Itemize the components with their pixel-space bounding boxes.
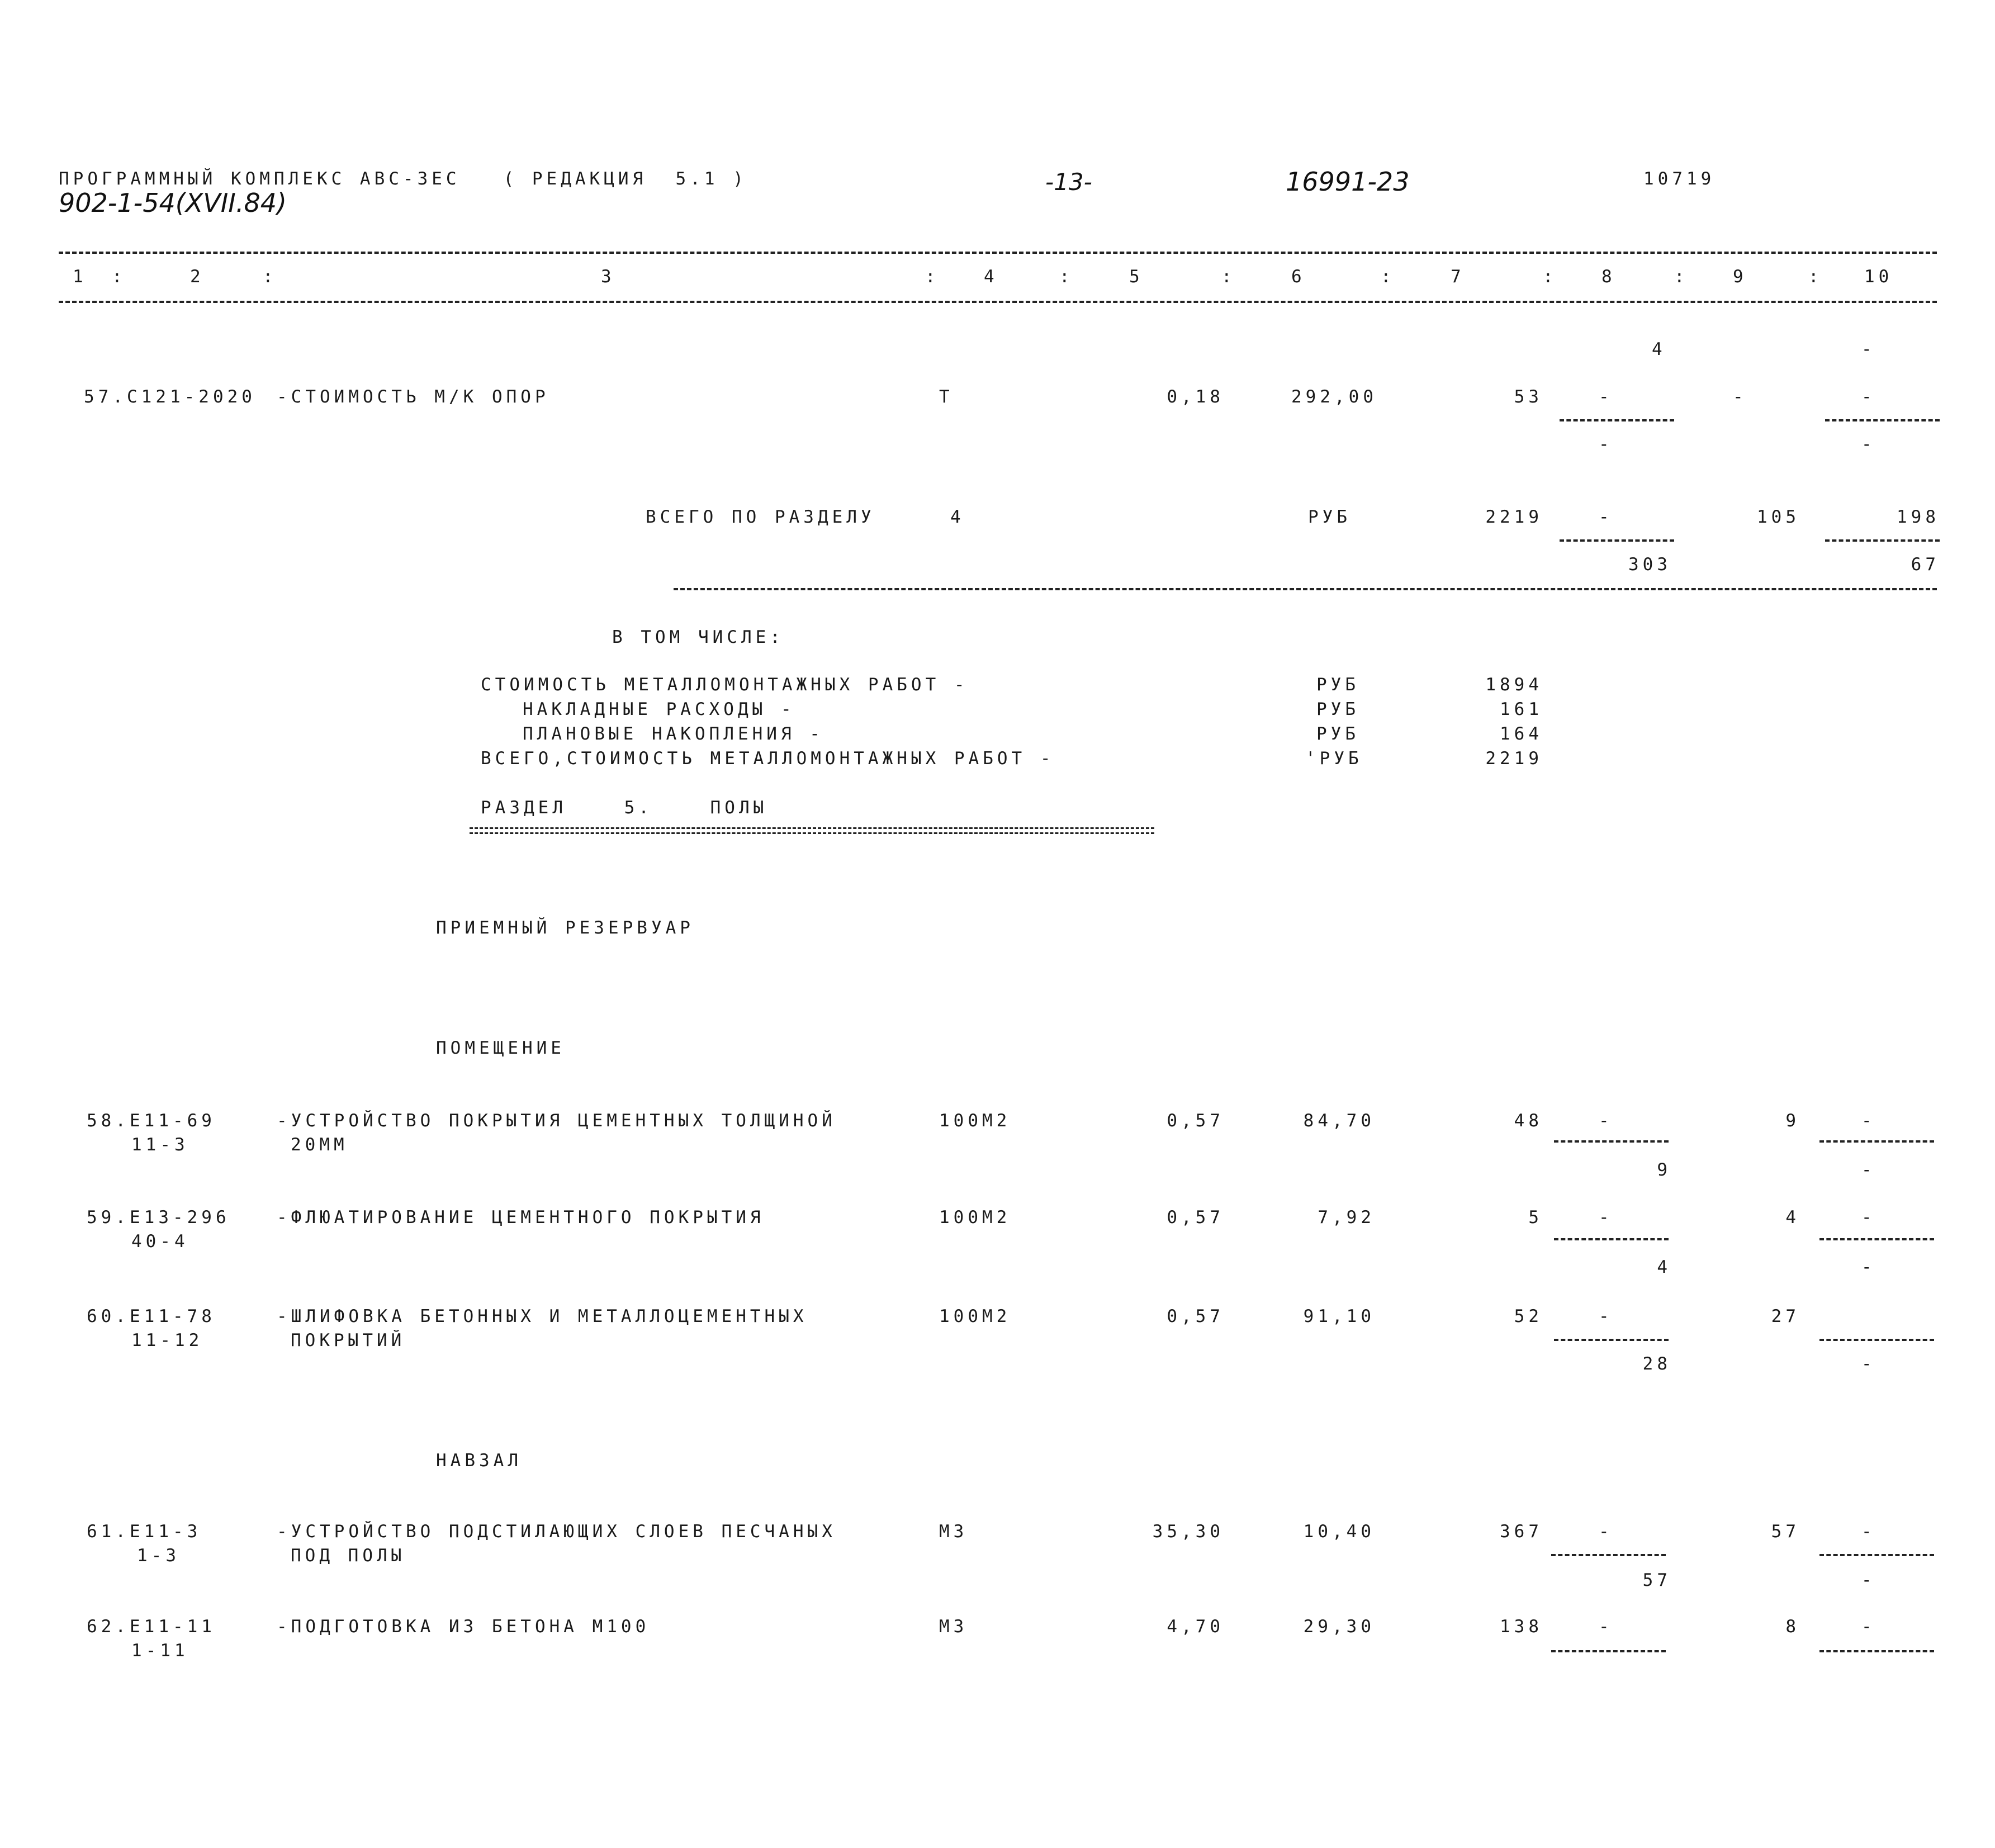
row57-code: 57.С121-2020 <box>84 387 256 407</box>
row60-fraction-line-col8 <box>1554 1339 1669 1341</box>
section-title: РАЗДЕЛ 5. ПОЛЫ <box>481 798 768 818</box>
column-separator: : <box>263 267 277 287</box>
column-2: 2 <box>190 267 205 287</box>
subsection-room: ПОМЕЩЕНИЕ <box>436 1038 565 1058</box>
row60-name: -ШЛИФОВКА БЕТОННЫХ И МЕТАЛЛОЦЕМЕНТНЫХ <box>277 1306 808 1326</box>
column-separator: : <box>1059 267 1074 287</box>
row57-qty: 0,18 <box>1167 387 1224 407</box>
project-code: 902-1-54(XVII.84) <box>59 188 287 218</box>
row59-code: 59.Е13-296 <box>87 1207 230 1228</box>
row58-col10: - <box>1861 1111 1876 1131</box>
row57-name: -СТОИМОСТЬ М/К ОПОР <box>277 387 549 407</box>
breakdown-total-unit: 'РУБ <box>1305 748 1363 769</box>
breakdown-metal-unit: РУБ <box>1316 675 1359 695</box>
row59-price: 7,92 <box>1318 1207 1375 1228</box>
row60-bottom-col8: 28 <box>1642 1354 1671 1374</box>
breakdown-metal-label: СТОИМОСТЬ МЕТАЛЛОМОНТАЖНЫХ РАБОТ - <box>481 675 969 695</box>
row57-bottom-col8: - <box>1599 434 1613 454</box>
column-9: 9 <box>1733 267 1747 287</box>
breakdown-overhead-value: 161 <box>1500 699 1543 719</box>
section-total-col9: 105 <box>1757 507 1800 527</box>
row61-total: 367 <box>1500 1522 1543 1542</box>
breakdown-savings-value: 164 <box>1500 724 1543 744</box>
row61-price: 10,40 <box>1303 1522 1375 1542</box>
row57-col10: - <box>1861 387 1876 407</box>
row58-name-cont: 20ММ <box>291 1135 348 1155</box>
column-separator: : <box>1674 267 1689 287</box>
row57-bottom-col10: - <box>1861 434 1876 454</box>
row59-name: -ФЛЮАТИРОВАНИЕ ЦЕМЕНТНОГО ПОКРЫТИЯ <box>277 1207 765 1228</box>
column-10: 10 <box>1864 267 1893 287</box>
row62-col9: 8 <box>1785 1617 1800 1637</box>
header-rule-bottom <box>59 301 1937 303</box>
row62-code: 62.Е11-11 <box>87 1617 216 1637</box>
row61-name: -УСТРОЙСТВО ПОДСТИЛАЮЩИХ СЛОЕВ ПЕСЧАНЫХ <box>277 1522 836 1542</box>
row62-col8: - <box>1599 1617 1613 1637</box>
row58-unit: 100М2 <box>939 1111 1011 1131</box>
row60-unit: 100М2 <box>939 1306 1011 1326</box>
section-total-col10: 198 <box>1897 507 1940 527</box>
column-separator: : <box>1543 267 1557 287</box>
row58-price: 84,70 <box>1303 1111 1375 1131</box>
column-separator: : <box>112 267 126 287</box>
section-total-number: 4 <box>950 507 965 527</box>
row59-bottom-col10: - <box>1861 1257 1876 1277</box>
row59-fraction-line-col10 <box>1819 1238 1934 1240</box>
row60-col9: 27 <box>1771 1306 1800 1326</box>
row62-name: -ПОДГОТОВКА ИЗ БЕТОНА М100 <box>277 1617 650 1637</box>
row58-qty: 0,57 <box>1167 1111 1224 1131</box>
subsection-reservoir: ПРИЕМНЫЙ РЕЗЕРВУАР <box>436 918 694 938</box>
sheet-number: 10719 <box>1643 169 1716 189</box>
column-4: 4 <box>984 267 998 287</box>
row57-col8: - <box>1599 387 1613 407</box>
breakdown-savings-label: ПЛАНОВЫЕ НАКОПЛЕНИЯ - <box>523 724 824 744</box>
breakdown-metal-value: 1894 <box>1485 675 1543 695</box>
row61-col9: 57 <box>1771 1522 1800 1542</box>
row57-col9: - <box>1733 387 1747 407</box>
column-1: 1 <box>73 267 87 287</box>
breakdown-overhead-unit: РУБ <box>1316 699 1359 719</box>
row60-total: 52 <box>1514 1306 1543 1326</box>
row59-bottom-col8: 4 <box>1657 1257 1671 1277</box>
row61-bottom-col8: 57 <box>1642 1570 1671 1590</box>
subsection-hall: НАВЗАЛ <box>436 1451 522 1471</box>
row61-name-cont: ПОД ПОЛЫ <box>291 1546 406 1566</box>
row60-subcode: 11-12 <box>131 1330 203 1351</box>
row59-subcode: 40-4 <box>131 1231 189 1252</box>
section-total-fraction-line-col10 <box>1825 539 1940 542</box>
section-total-rule <box>674 588 1937 590</box>
row59-col10: - <box>1861 1207 1876 1228</box>
row62-qty: 4,70 <box>1167 1617 1224 1637</box>
row61-unit: М3 <box>939 1522 968 1542</box>
row60-price: 91,10 <box>1303 1306 1375 1326</box>
row58-col8: - <box>1599 1111 1613 1131</box>
row60-bottom-col10: - <box>1861 1354 1876 1374</box>
section-total-label: ВСЕГО ПО РАЗДЕЛУ <box>646 507 875 527</box>
column-3: 3 <box>601 267 615 287</box>
row60-name-cont: ПОКРЫТИЙ <box>291 1330 406 1351</box>
row58-fraction-line-col8 <box>1554 1140 1669 1143</box>
row61-subcode: 1-3 <box>137 1546 180 1566</box>
section-total-col8: - <box>1599 507 1613 527</box>
row62-unit: М3 <box>939 1617 968 1637</box>
breakdown-total-label: ВСЕГО,СТОИМОСТЬ МЕТАЛЛОМОНТАЖНЫХ РАБОТ - <box>481 748 1055 769</box>
row59-col9: 4 <box>1785 1207 1800 1228</box>
section-total-bottom-col8: 303 <box>1628 555 1671 575</box>
row62-fraction-line-col10 <box>1819 1650 1934 1652</box>
row58-code: 58.Е11-69 <box>87 1111 216 1131</box>
column-8: 8 <box>1601 267 1616 287</box>
section-total-value: 2219 <box>1485 507 1543 527</box>
row59-unit: 100М2 <box>939 1207 1011 1228</box>
column-separator: : <box>1221 267 1236 287</box>
breakdown-overhead-label: НАКЛАДНЫЕ РАСХОДЫ - <box>523 699 795 719</box>
row58-total: 48 <box>1514 1111 1543 1131</box>
row62-fraction-line-col8 <box>1551 1650 1666 1652</box>
row58-subcode: 11-3 <box>131 1135 189 1155</box>
breakdown-savings-unit: РУБ <box>1316 724 1359 744</box>
row62-col10: - <box>1861 1617 1876 1637</box>
row57-top-col10: - <box>1861 339 1876 359</box>
column-7: 7 <box>1451 267 1465 287</box>
including-label: В ТОМ ЧИСЛЕ: <box>612 627 784 647</box>
section-total-fraction-line-col8 <box>1560 539 1674 542</box>
row61-col8: - <box>1599 1522 1613 1542</box>
breakdown-total-value: 2219 <box>1485 748 1543 769</box>
row57-fraction-line-col10 <box>1825 419 1940 421</box>
section-total-unit: РУБ <box>1308 507 1351 527</box>
row58-col9: 9 <box>1785 1111 1800 1131</box>
row57-fraction-line-col8 <box>1560 419 1674 421</box>
row57-top-col8: 4 <box>1652 339 1666 359</box>
row60-code: 60.Е11-78 <box>87 1306 216 1326</box>
row58-name: -УСТРОЙСТВО ПОКРЫТИЯ ЦЕМЕНТНЫХ ТОЛЩИНОЙ <box>277 1111 836 1131</box>
row61-fraction-line-col8 <box>1551 1554 1666 1556</box>
column-5: 5 <box>1129 267 1144 287</box>
column-separator: : <box>1381 267 1395 287</box>
program-title: ПРОГРАММНЫЙ КОМПЛЕКС АВС-ЗЕС ( РЕДАКЦИЯ 5.1 ) <box>59 169 747 189</box>
section-title-double-rule <box>470 827 1154 834</box>
row59-col8: - <box>1599 1207 1613 1228</box>
row61-code: 61.Е11-3 <box>87 1522 202 1542</box>
row59-qty: 0,57 <box>1167 1207 1224 1228</box>
document-number: 16991-23 <box>1286 167 1410 197</box>
row61-bottom-col10: - <box>1861 1570 1876 1590</box>
header-rule-top <box>59 252 1937 254</box>
row58-bottom-col8: 9 <box>1657 1160 1671 1180</box>
column-6: 6 <box>1291 267 1306 287</box>
section-total-bottom-col10: 67 <box>1911 555 1940 575</box>
row62-price: 29,30 <box>1303 1617 1375 1637</box>
row57-price: 292,00 <box>1291 387 1377 407</box>
row62-total: 138 <box>1500 1617 1543 1637</box>
row59-fraction-line-col8 <box>1554 1238 1669 1240</box>
column-separator: : <box>1808 267 1823 287</box>
row62-subcode: 1-11 <box>131 1641 189 1661</box>
row60-qty: 0,57 <box>1167 1306 1224 1326</box>
row57-total: 53 <box>1514 387 1543 407</box>
page-number: -13- <box>1045 168 1092 196</box>
row60-fraction-line-col10 <box>1819 1339 1934 1341</box>
row59-total: 5 <box>1528 1207 1543 1228</box>
row58-bottom-col10: - <box>1861 1160 1876 1180</box>
row58-fraction-line-col10 <box>1819 1140 1934 1143</box>
row61-col10: - <box>1861 1522 1876 1542</box>
row61-fraction-line-col10 <box>1819 1554 1934 1556</box>
column-separator: : <box>925 267 940 287</box>
row57-unit: Т <box>939 387 954 407</box>
row61-qty: 35,30 <box>1152 1522 1224 1542</box>
row60-col8: - <box>1599 1306 1613 1326</box>
